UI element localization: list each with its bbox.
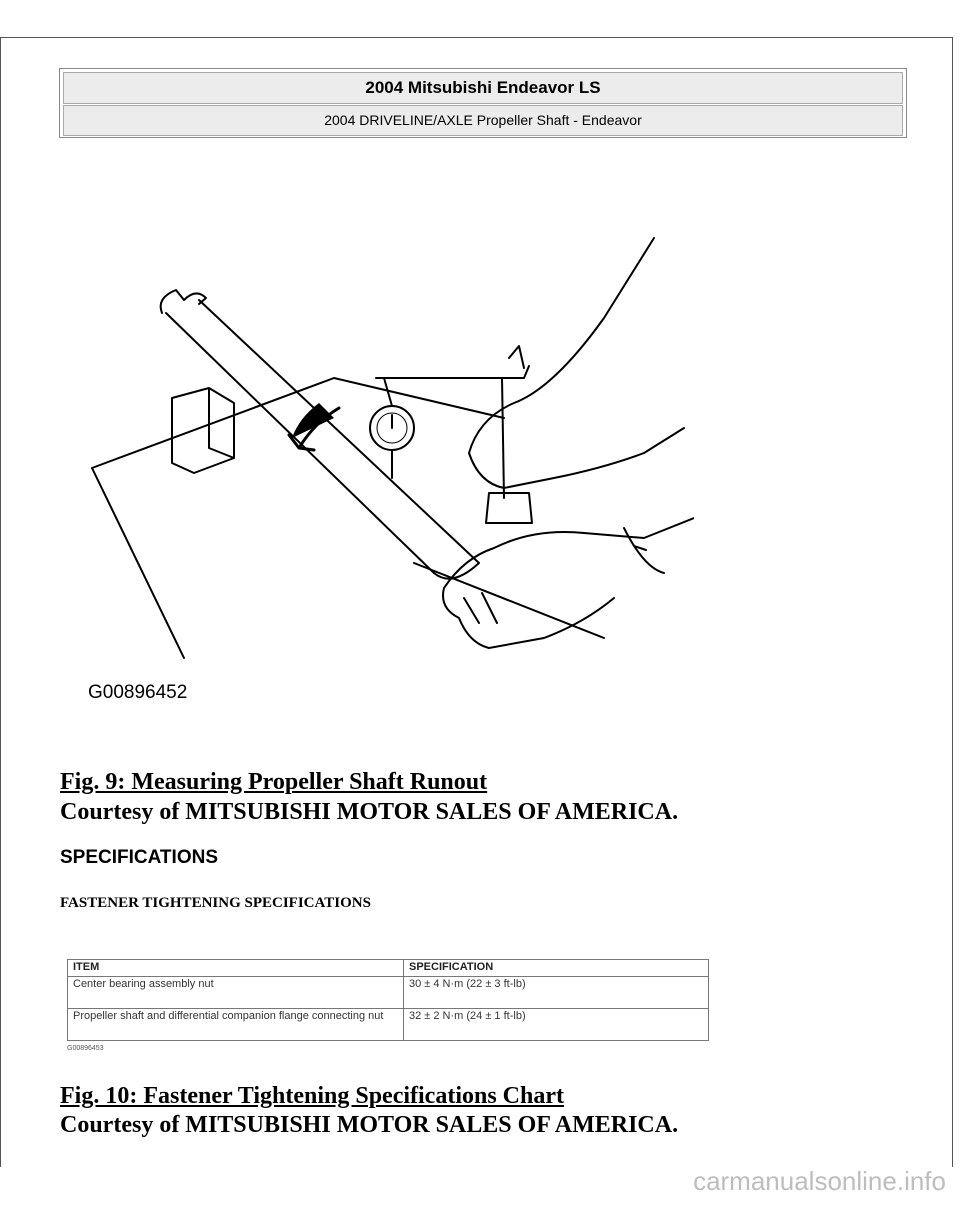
fastener-spec-table — [67, 959, 709, 1041]
propeller-shaft — [166, 300, 479, 579]
figure-9-title-link[interactable]: Fig. 9: Measuring Propeller Shaft Runout — [60, 769, 488, 795]
figure-9-courtesy: Courtesy of MITSUBISHI MOTOR SALES OF AMERICA. — [60, 799, 679, 825]
section-subtitle: 2004 DRIVELINE/AXLE Propeller Shaft - Endeavor — [63, 105, 903, 136]
specification-column-header: SPECIFICATION — [404, 960, 709, 977]
table-cell-item: Propeller shaft and differential companion flange connecting nut — [68, 1009, 404, 1041]
v-block — [172, 388, 234, 473]
figure-10-title-link[interactable]: Fig. 10: Fastener Tightening Specifications Chart — [60, 1083, 564, 1109]
lower-hand — [443, 518, 694, 648]
site-watermark: carmanualsonline.info — [693, 1166, 946, 1196]
figure-10-courtesy: Courtesy of MITSUBISHI MOTOR SALES OF AMERICA. — [60, 1112, 679, 1138]
figure-image-code: G00896452 — [88, 682, 188, 703]
table-cell-specification: 32 ± 2 N·m (24 ± 1 ft-lb) — [404, 1009, 709, 1041]
propeller-shaft-runout-illustration — [84, 228, 694, 718]
specifications-heading: SPECIFICATIONS — [60, 847, 218, 868]
item-column-header: ITEM — [68, 960, 404, 977]
table-row — [68, 977, 709, 1009]
upper-hand — [469, 238, 684, 488]
document-header — [59, 68, 907, 138]
bench-outline — [92, 378, 604, 658]
table-row — [68, 1009, 709, 1041]
vehicle-title: 2004 Mitsubishi Endeavor LS — [63, 72, 903, 104]
magnetic-stand — [486, 346, 532, 523]
table-cell-item: Center bearing assembly nut — [68, 977, 404, 1009]
table-image-code: G00896453 — [67, 1045, 104, 1052]
fastener-specs-subheading: FASTENER TIGHTENING SPECIFICATIONS — [60, 895, 371, 911]
table-header-row — [68, 960, 709, 977]
table-cell-specification: 30 ± 4 N·m (22 ± 3 ft-lb) — [404, 977, 709, 1009]
